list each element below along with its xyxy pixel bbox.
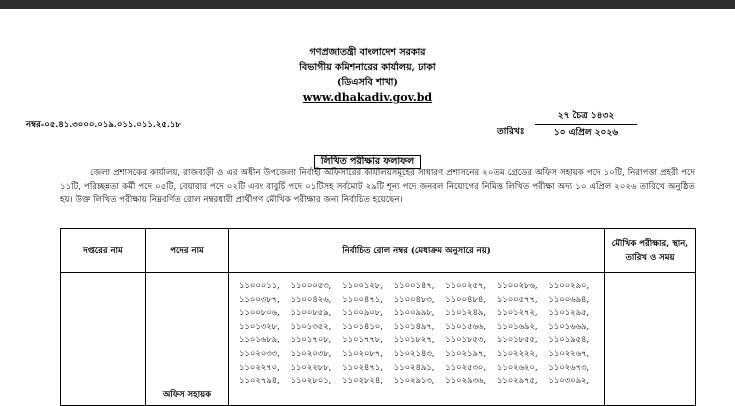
roll-number: ১১০২৯৩৬, <box>445 375 487 386</box>
roll-number: ১১০০৫৭৭, <box>496 293 538 304</box>
memo-number: নম্বর-০৫.৪১.৩০০০.০১৯.০১১.০১১.২৫.১৮ <box>26 120 181 130</box>
roll-number: ১১০২০৮৭, <box>342 347 383 358</box>
roll-number: ১১০১৩২৮, <box>239 320 280 331</box>
office-cell <box>61 273 146 406</box>
roll-number: ১১০০০৫৩, <box>290 280 332 290</box>
header-office: দপ্তরের নাম <box>61 229 146 273</box>
roll-number-grid <box>239 279 596 388</box>
roll-number: ১১০১২৪৯, <box>445 307 487 318</box>
notice-title: লিখিত পরীক্ষার ফলাফল <box>314 155 421 169</box>
roll-number: ১১০০৯০৮, <box>342 307 383 318</box>
roll-number: ১১০১৬৬৯, <box>548 320 590 331</box>
branch-name: (ডিএসবি শাখা) <box>337 77 398 88</box>
header-rolls: নির্বাচিত রোল নম্বর (মেধাক্রম অনুসারে নয়) <box>229 229 605 273</box>
roll-number: ১১০২৮২৪, <box>342 375 383 386</box>
roll-number: ১১০১৮২৭, <box>393 334 435 345</box>
roll-number: ১১০১৮৫৩, <box>445 334 487 345</box>
roll-number: ১১০০২৫৭, <box>445 280 487 290</box>
header-exam: মৌখিক পরীক্ষার, স্থান, তারিখ ও সময় <box>605 229 696 273</box>
roll-number: ১১০২১৪৩, <box>393 347 435 358</box>
table-row <box>61 273 696 406</box>
roll-number: ১১০০৪২৬, <box>290 293 332 304</box>
government-name: গণপ্রজাতন্ত্রী বাংলাদেশ সরকার <box>309 47 426 58</box>
roll-number: ১১০২৯১৩, <box>393 375 435 386</box>
results-table <box>60 228 696 406</box>
roll-number: ১১০০৮৫৯, <box>290 307 332 318</box>
roll-number: ১১০০০১১, <box>239 280 280 290</box>
roll-number: ১১০৩০৯২, <box>548 375 590 386</box>
roll-number: ১১০০১২৮, <box>342 280 383 290</box>
roll-number: ১১০১৫৬৬, <box>445 320 487 331</box>
roll-number: ১১০২৪৭১, <box>342 361 383 372</box>
date-english: ১০ এপ্রিল ২০২৬ <box>553 128 619 138</box>
roll-number: ১১০২৯৭৫, <box>496 375 538 386</box>
roll-number: ১১০১৬৮৯, <box>239 334 280 345</box>
roll-number: ১১০২২৭০, <box>239 361 280 372</box>
notice-body <box>60 167 695 208</box>
roll-number: ১১০০৪৭১, <box>342 293 383 304</box>
roll-number: ১১০০৩৮৭, <box>239 293 280 304</box>
roll-number: ১১০২৫৩০, <box>445 361 487 372</box>
office-name: বিভাগীয় কমিশনারের কার্যালয়, ঢাকা <box>299 62 436 73</box>
roll-number: ১১০১৩৫২, <box>290 320 332 331</box>
notice-paragraph: জেলা প্রশাসকের কার্যালয়, রাজবাড়ী ও এর অধীন উপজেলা নির্বাহী অফিসারের কার্যালয়সমূহের সাধারণ প্রশাসনের ২০তম গ্রেডের অফিস সহায়ক পদে ১০টি, নিরাপত্তা প্রহরী পদে ১১টি, পরিচ্ছন্নতা কর্মী পদে ০৫টি, বেয়ারার পদে ০২টি এবং বাবুর্চি পদে ০১টিসহ সর্বমোট ২৯টি শূন্য পদে জনবল নিয়োগের নিমিত্ত লিখিত পরীক্ষা অদ্য ১০ এপ্রিল ২০২৬ তারিখে অনুষ্ঠিত হয়। উক্ত লিখিত পরীক্ষায় নিম্নবর্ণিত রোল নম্বরধারী প্রার্থীগণ মৌখিক পরীক্ষার জন্য নির্বাচিত হয়েছেন। <box>60 168 695 205</box>
roll-number: ১১০২৬৭৩, <box>548 361 590 372</box>
letterhead <box>0 45 735 105</box>
roll-number: ১১০২৮০১, <box>290 375 332 386</box>
date-bangla: ২৭ চৈত্র ১৪৩২ <box>535 110 637 125</box>
roll-number: ১১০২২২২, <box>496 347 538 358</box>
roll-number: ১১০০৪৮৩, <box>393 293 435 304</box>
header-post: পদের নাম <box>146 229 229 273</box>
roll-number: ১১০১৪১০, <box>342 320 383 331</box>
roll-number: ১১০০৪৮৪, <box>445 293 487 304</box>
roll-number: ১১০১৯৫৪, <box>548 334 590 345</box>
roll-number: ১১০২৪৯১, <box>393 361 435 372</box>
roll-number: ১১০২১৯৭, <box>445 347 487 358</box>
roll-number: ১১০২০৩৮, <box>290 347 332 358</box>
roll-number: ১১০১৬৯২, <box>496 320 538 331</box>
roll-number: ১১০০৬৯৪, <box>548 293 590 304</box>
table-header-row <box>61 229 696 273</box>
roll-number: ১১০১৮৫৫, <box>496 334 538 345</box>
roll-number: ১১০২৬২০, <box>496 361 538 372</box>
roll-number: ১১০২০৩৩, <box>239 347 280 358</box>
date-label: তারিখঃ <box>497 127 525 137</box>
roll-number: ১১০১২৯৫, <box>548 307 590 318</box>
notice-title-wrap <box>0 149 735 169</box>
roll-number: ১১০০৮০৬, <box>239 307 280 318</box>
exam-cell <box>605 273 696 406</box>
roll-number: ১১০০৯৯৮, <box>393 307 435 318</box>
roll-number: ১১০১২৭২, <box>496 307 538 318</box>
rolls-cell <box>229 273 605 406</box>
post-name: অফিস সহায়ক <box>162 390 212 400</box>
roll-number: ১১০১৭৭৮, <box>342 334 383 345</box>
roll-number: ১১০২৭৯৪, <box>239 375 280 386</box>
post-cell <box>146 273 229 406</box>
roll-number: ১১০১৭০৮, <box>290 334 332 345</box>
website-link[interactable]: www.dhakadiv.gov.bd <box>302 91 433 104</box>
roll-number: ১১০০১৪৭, <box>393 280 435 290</box>
roll-number: ১১০১৪৯৭, <box>393 320 435 331</box>
roll-number: ১১০০২৯০, <box>548 280 590 290</box>
top-border-bar <box>0 0 735 9</box>
roll-number: ১১০০২৮৬, <box>496 280 538 290</box>
roll-number: ১১০২২৮৮, <box>290 361 332 372</box>
roll-number: ১১০২২৬৭, <box>548 347 590 358</box>
date-block <box>535 110 637 140</box>
